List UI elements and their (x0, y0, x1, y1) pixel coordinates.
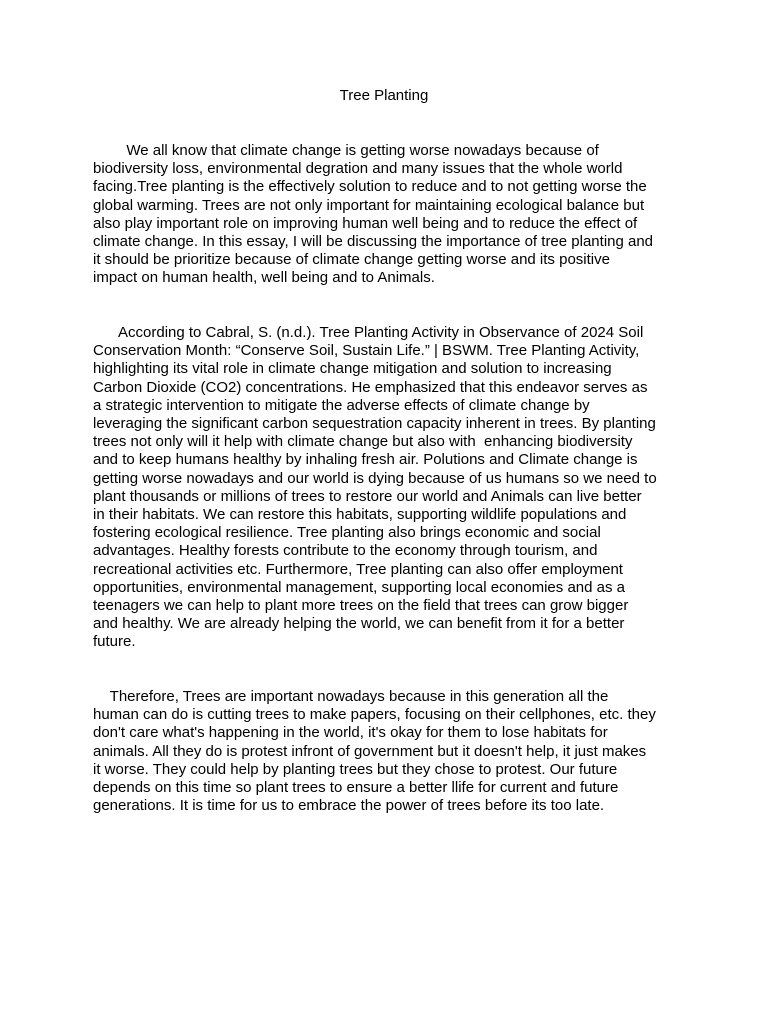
paragraph-introduction: We all know that climate change is getting worse nowadays because of biodiversity loss, environmental degration and many issues that the whole world facing.Tree planting is the effectively solution to reduce and to not getting worse the global warming. Trees are not only important for maintaining ecological balance but also play important role on improving human well being and to reduce the effect of climate change. In this essay, I will be discussing the importance of tree planting and it should be prioritize because of climate change getting worse and its positive impact on human health, well being and to Animals. (93, 142, 654, 287)
paragraph-conclusion: Therefore, Trees are important nowadays because in this generation all the human can do is cutting trees to make papers, focusing on their cellphones, etc. they don't care what's happening in the world, it's okay for them to lose habitats for animals. All they do is protest infront of government but it doesn't help, it just makes it worse. They could help by planting trees but they chose to protest. Our future depends on this time so plant trees to ensure a better llife for current and future generations. It is time for us to embrace the power of trees before its too late. (93, 688, 656, 815)
paragraph-body: According to Cabral, S. (n.d.). Tree Planting Activity in Observance of 2024 Soil Conservation Month: “Conserve Soil, Sustain Life.” | BSWM. Tree Planting Activity, highlighting its vital role in climate change mitigation and solution to increasing Carbon Dioxide (CO2) concentrations. He emphasized that this endeavor serves as a strategic intervention to mitigate the adverse effects of climate change by leveraging the significant carbon sequestration capacity inherent in trees. By planting trees not only will it help with climate change but also with enhancing biodiversity and to keep humans healthy by inhaling fresh air. Polutions and Climate change is getting worse nowadays and our world is dying because of us humans so we need to plant thousands or millions of trees to restore our world and Animals can live better in their habitats. We can restore this habitats, supporting wildlife populations and fostering ecological resilience. Tree planting also brings economic and social advantages. Healthy forests contribute to the economy through tourism, and recreational activities etc. Furthermore, Tree planting can also offer employment opportunities, environmental management, supporting local economies and as a teenagers we can help to plant more trees on the field that trees can grow bigger and healthy. We are already helping the world, we can benefit from it for a better future. (93, 324, 657, 651)
document-title: Tree Planting (339, 87, 429, 104)
